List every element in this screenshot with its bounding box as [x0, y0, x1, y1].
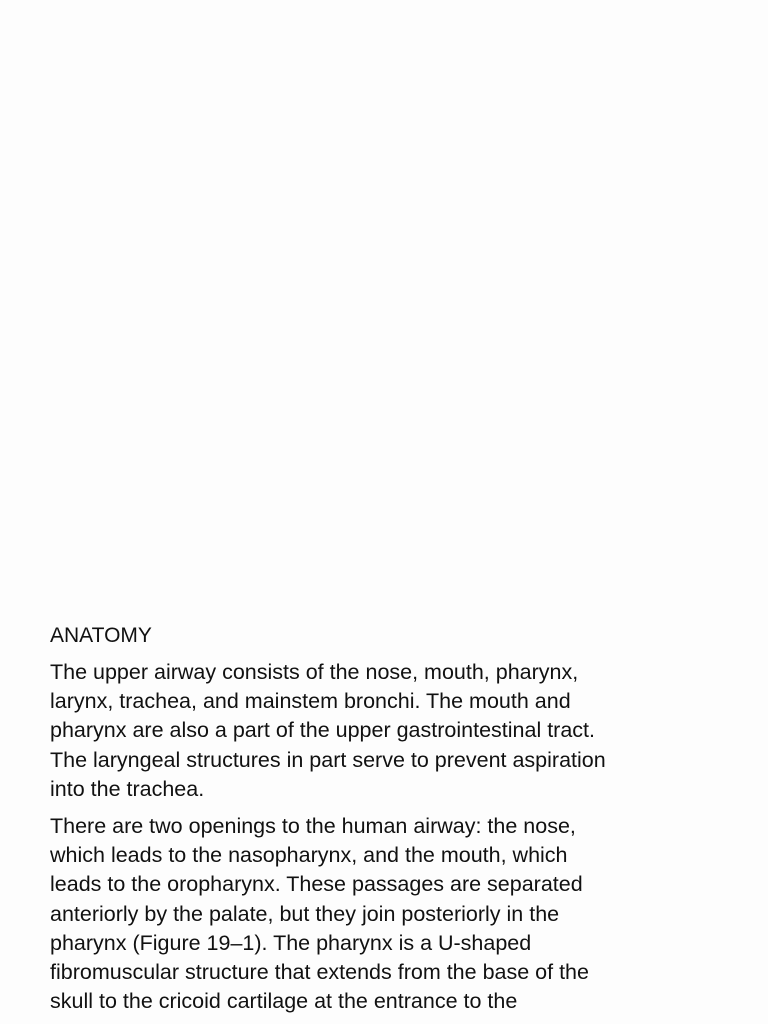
paragraph-2 — [50, 812, 710, 1016]
text-line: into the trachea. — [50, 776, 205, 801]
text-line: The laryngeal structures in part serve to prevent aspiration — [50, 747, 606, 772]
text-line: anteriorly by the palate, but they join posteriorly in the — [50, 901, 560, 926]
text-line: The upper airway consists of the nose, mouth, pharynx, — [50, 660, 579, 684]
paragraph-1 — [50, 658, 710, 804]
text-line: pharynx are also a part of the upper gastrointestinal tract. — [50, 718, 595, 743]
text-line: pharynx (Figure 19–1). The pharynx is a U-shaped — [50, 930, 532, 955]
section-heading: ANATOMY — [50, 624, 152, 647]
document-body — [50, 621, 710, 1024]
text-line: skull to the cricoid cartilage at the entrance to the — [50, 989, 518, 1014]
text-line: There are two openings to the human airway: the nose, — [50, 814, 576, 839]
text-line: leads to the oropharynx. These passages are separated — [50, 872, 583, 897]
text-line: which leads to the nasopharynx, and the mouth, which — [50, 843, 568, 868]
text-line: fibromuscular structure that extends from the base of the — [50, 960, 589, 985]
text-line: larynx, trachea, and mainstem bronchi. The mouth and — [50, 689, 571, 714]
